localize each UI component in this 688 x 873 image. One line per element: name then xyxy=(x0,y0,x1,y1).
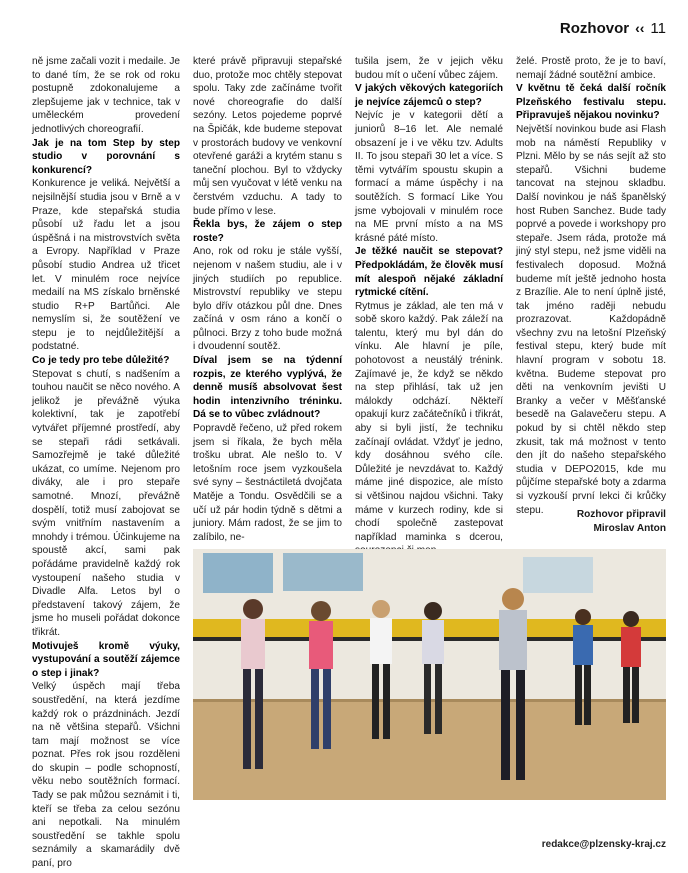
interview-question: Díval jsem se na týdenní rozpis, ze kterého vyplývá, že denně musíš absolvovat šest hodin intenzivního tréninku. Dá se to vůbec zvládnout? xyxy=(193,355,342,421)
page-header xyxy=(560,20,666,37)
interview-question: V květnu tě čeká další ročník Plzeňského festivalu stepu. Připravuješ nějakou novinku? xyxy=(516,83,666,122)
interview-answer: ně jsme začali vozit i medaile. Je to dané tím, že se rok od roku postupně zdokonalujeme a zlepšujeme jak v technice, tak v uměleckém provedení jednotlivých choreografií. xyxy=(32,56,180,135)
interview-answer: Rytmus je základ, ale ten má v sobě skoro každý. Pak záleží na talentu, který mu byl dán do vínku. Ale hlavní je píle, pohotovost a neustálý trénink. Zajímavé je, že když se někdo na step přihlásí, tak už jen málokdy odchází. Někteří opakují kurz začátečníků i třikrát, aby si byli jistí, že techniku začínají ovládat. Vždyť je jedno, kdy dosáhnou svého cíle. Důležité je nevzdávat to. Každý máme jiné dispozice, ale místo si většinou najdou všichni. Taky máme v kurzech rodiny, kde si chodí společně zastepovat například maminka s dcerou, xyxy=(355,300,503,543)
interview-answer: Velký úspěch mají třeba soustředění, na která jezdíme každý rok o prázdninách. Jezdí na ně většina stepařů. Všichni tam mají možnost se více poznat. Přes rok jsou rozděleni do skupin – podle schopností, věku nebo soutěžních formací. Tady se pak můžou seznámit i ti, kteří se třeba za celou sezónu ani nepotkali. Na minulém soustředění se takhle spolu seznámily a skamarádily dvě paní, pro xyxy=(32,681,180,870)
article-column-1 xyxy=(32,55,180,871)
article-column-4 xyxy=(516,55,666,517)
signature xyxy=(516,508,666,535)
interview-question: Řekla bys, že zájem o step roste? xyxy=(193,219,342,244)
interview-answer: Popravdě řečeno, už před rokem jsem si říkala, že bych měla trošku ubrat. Ale nešlo to. V letošním roce jsem vyzkoušela své syny – šestnáctiletá dvojčata Matěje a Tondu. Osvědčili se a učí už pár hodin týdně s dětmi a juniory. Mám radost, že se jim to zalíbilo, ne- xyxy=(193,423,342,543)
article-column-2 xyxy=(193,55,342,544)
photo-window xyxy=(523,557,593,593)
photo-illustration xyxy=(193,549,666,800)
interview-answer: Konkurence je veliká. Největší a nejsilnější studia jsou v Brně a v Praze, kde stepařská studia působí už řadu let a jsou úspěšná i na mistrovstvích světa a Evropy. Například v Praze působí studio Andrea už třicet let. V minulém roce nejvíce medailí na MS získalo brněnské studio R+P Bartůňci. Ale nemyslím si, že soutěžení ve stepu je to nejdůležitější a podstatné. xyxy=(32,178,180,353)
chevron-icon: ‹‹ xyxy=(635,20,645,36)
interview-question: Co je tedy pro tebe důležité? xyxy=(32,355,170,367)
interview-answer: které právě připravuji stepařské duo, protože moc chtěly stepovat spolu. Taky zde začínáme tvořit nové choreografie do další sezóny. Letos pojedeme poprvé na Špičák, kde budeme stepovat v prostorách budovy ve venkovní otevřené garáži a krytém stanu s taneční plochou. Byl to vždycky můj sen vyučovat v létě venku na čerstvém vzduchu. A tady to bude přímo v lese. xyxy=(193,56,342,217)
signature-line-2: Miroslav Anton xyxy=(593,522,666,534)
photo-window xyxy=(283,553,363,591)
interview-question: V jakých věkových kategoriích je nejvíce zájemců o step? xyxy=(355,83,503,108)
interview-answer: Největší novinkou bude asi Flash mob na náměstí Republiky v Plzni. Mělo by se nás sejít až sto stepařů. Všichni budeme tancovat na stejnou skladbu. Další novinkou je náš španělský host Ruben Sanchez. Bude tady poprvé a povede i workshopy pro stepaře. Jsem ráda, protože má jiný styl stepu, než jsme viděli na festivalech doposud. Možná budeme mít ještě jednoho hosta z Brazílie. Ale to není úplně jisté, tak jméno raději nebudu prozrazovat. Každopádně všechny zvu na letošní Plzeňský festival stepu, který bude mít hlavní program v sobotu 18. května. Budeme stepovat pro děti na venkovním jevišti U Branky a večer v Měšťanské besedě na Galavečeru stepu. A pokud by si chtěl někdo step zkusit, tak má možnost v tento den jít do našeho stepařského studia v DEPO2015, kde mu půjčíme stepařské boty a zdarma si vyzkouší první lekci či krůčky stepu. xyxy=(516,123,666,516)
signature-line-1: Rozhovor připravil xyxy=(576,509,666,520)
page-number: 11 xyxy=(650,20,666,37)
interview-question: Motivuješ kromě výuky, vystupování a soutěží zájemce o step i jinak? xyxy=(32,640,180,679)
interview-answer: tušila jsem, že v jejich věku budou mít o učení vůbec zájem. xyxy=(355,56,503,81)
interview-answer: Stepovat s chutí, s nadšením a touhou naučit se něco nového. A jelikož je převážně výuka kolektivní, tak je zapotřebí vytvářet příjemné prostředí, aby se stepaři rádi setkávali. Samozřejmě je také důležité ukázat, co umíme. Nejenom pro diváky, ale i pro stepaře samotné. Mnozí, převážně dospělí, totiž musí zabojovat se svým vnitřním nastavením a mnohdy i trémou. Účinkujeme na spoustě akcí, sami pak pořádáme pravidelně každý rok vystoupení našeho studia v Divadle Alfa. Letos byl o představení takový zájem, že jsme ho museli pořádat dokonce třikrát. xyxy=(32,368,180,638)
interview-answer: Nejvíc je v kategorii dětí a juniorů 8–16 let. Ale nemalé obsazení je i ve věku tzv. Adults II. To jsou stepaři 30 let a více. S těmi vytvářím spoustu skupin a formací a máme úspěchy i na soutěžích. S formací Like You jsme vybojovali v minulém roce na ME první místo a na MS krásné páté místo. xyxy=(355,110,503,244)
interview-question: Je těžké naučit se stepovat? Předpokládám, že člověk musí mít alespoň nějaké základní rytmické cítění. xyxy=(355,246,503,299)
dance-class-photo xyxy=(193,549,666,800)
footer-email: redakce@plzensky-kraj.cz xyxy=(541,839,666,850)
article-column-3 xyxy=(355,55,503,558)
interview-question: Jak je na tom Step by step studio v porovnání s konkurencí? xyxy=(32,137,180,176)
interview-answer: želé. Prostě proto, že je to baví, nemají žádné soutěžní ambice. xyxy=(516,56,666,81)
section-title: Rozhovor xyxy=(559,20,630,37)
photo-window xyxy=(203,553,273,593)
interview-answer: Ano, rok od roku je stále vyšší, nejenom v našem studiu, ale i v jiných studiích po republice. Mistrovství republiky ve stepu bylo dřív otázkou půl dne. Dnes začíná v osm ráno a končí o půlnoci. Brzy z toho bude možná i dvoudenní soutěž. xyxy=(193,246,342,353)
